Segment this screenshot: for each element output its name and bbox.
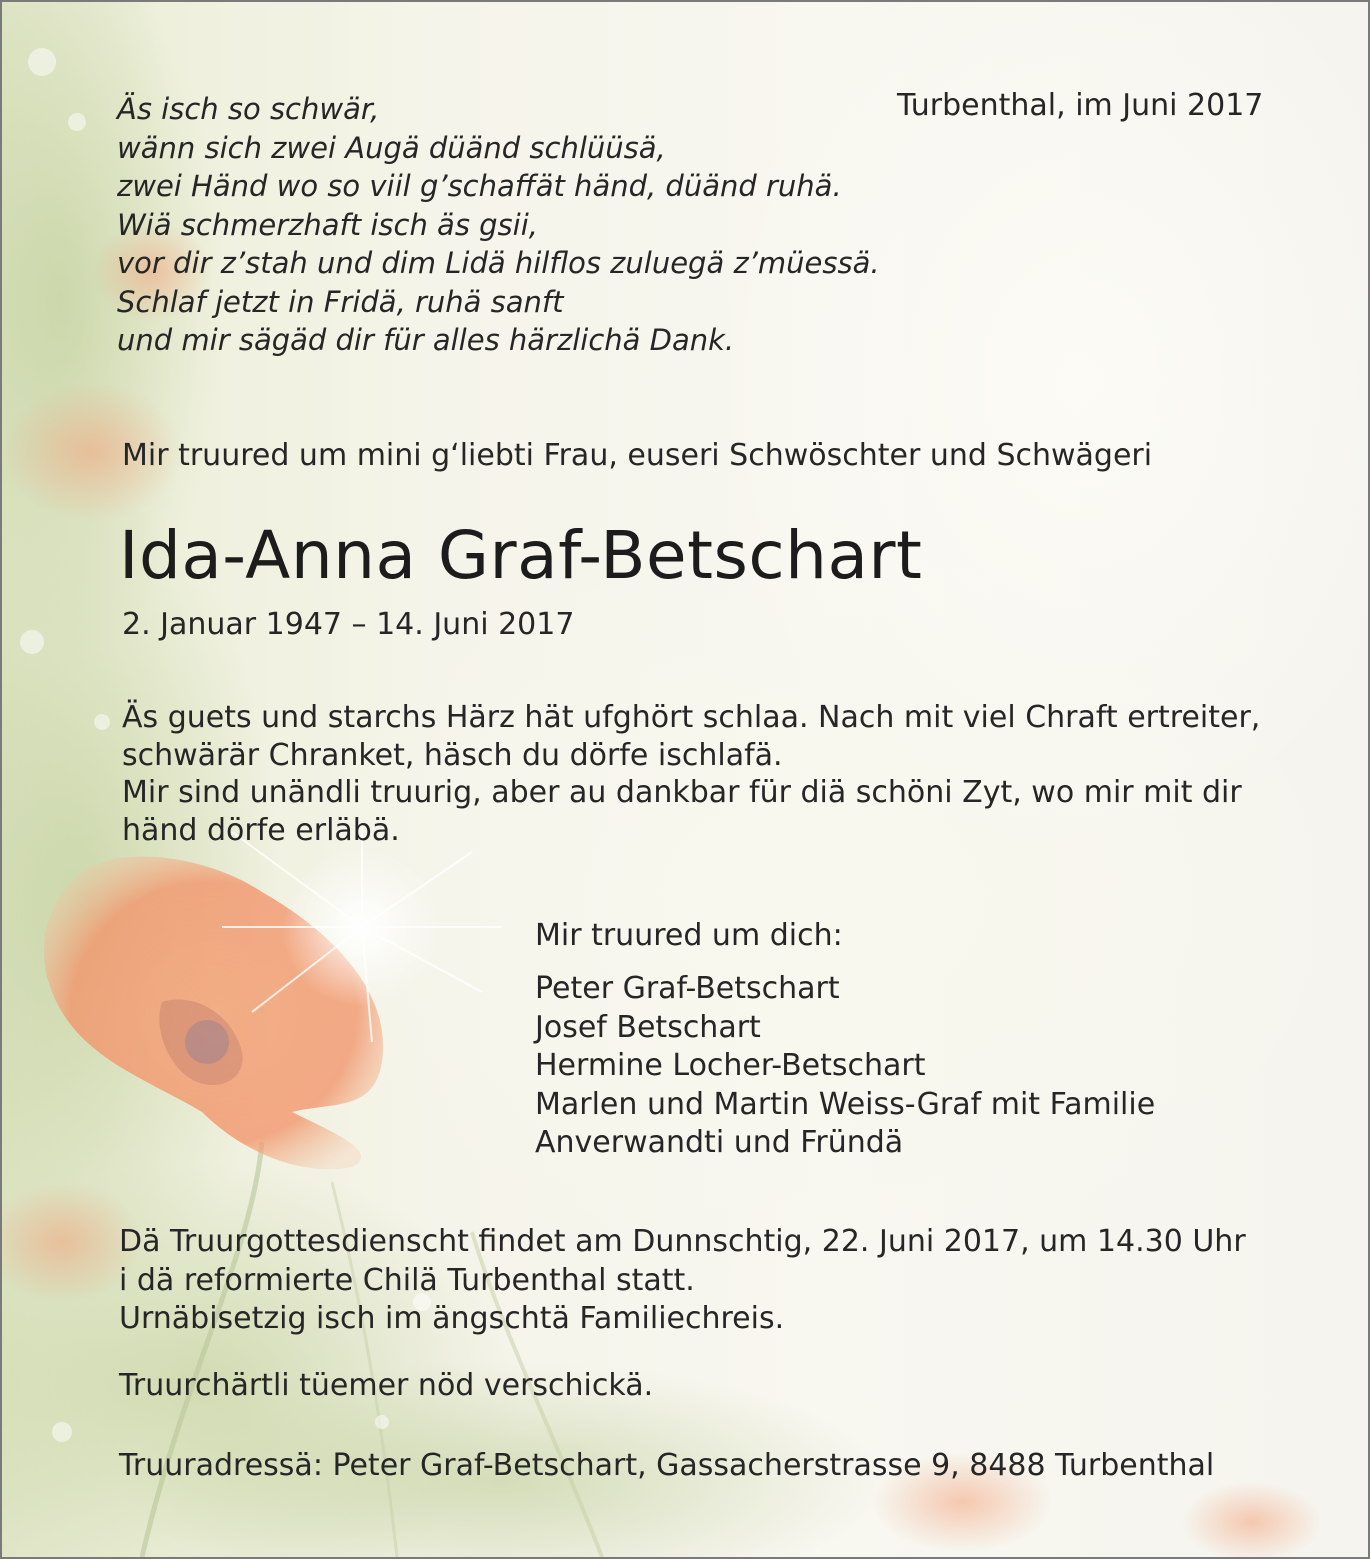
cards-note: Truurchärtli tüemer nöd verschickä. [119, 1368, 654, 1403]
poem-line: Äs isch so schwär, [117, 92, 380, 126]
mourner-name: Hermine Locher-Betschart [535, 1048, 926, 1083]
message-line: Mir sind unändli truurig, aber au dankbar für diä schöni Zyt, wo mir mit dir [122, 775, 1242, 810]
life-dates: 2. Januar 1947 – 14. Juni 2017 [122, 607, 575, 642]
mourners-list [535, 970, 1155, 1163]
message-line: Äs guets und starchs Härz hät ufghört schlaa. Nach mit viel Chraft ertreiter, [122, 700, 1261, 735]
poem-line: Wiä schmerzhaft isch äs gsii, [117, 207, 538, 242]
message-line: händ dörfe erläbä. [122, 812, 400, 848]
poem-line: und mir sägäd dir für alles härzlichä Dank. [117, 323, 735, 357]
poem-line: Schlaf jetzt in Fridä, ruhä sanft [117, 284, 564, 319]
mourners-heading: Mir truured um dich: [535, 918, 843, 953]
mourner-name: Josef Betschart [535, 1009, 761, 1045]
mourning-address: Truuradressä: Peter Graf-Betschart, Gassacherstrasse 9, 8488 Turbenthal [119, 1448, 1215, 1483]
service-line: Urnäbisetzig isch im ängschtä Familiechreis. [119, 1301, 785, 1336]
mourner-name: Peter Graf-Betschart [535, 971, 840, 1006]
poem-line: zwei Händ wo so viil g’schaffät händ, düänd ruhä. [117, 169, 842, 203]
message-line: schwärär Chranket, häsch du dörfe ischlafä. [122, 737, 783, 773]
mourner-name: Marlen und Martin Weiss-Graf mit Familie [535, 1086, 1156, 1122]
service-line: i dä reformierte Chilä Turbenthal statt. [119, 1262, 695, 1298]
deceased-name: Ida-Anna Graf-Betschart [119, 517, 923, 594]
poem-line: wänn sich zwei Augä düänd schlüüsä, [117, 130, 666, 165]
mourning-intro: Mir truured um mini g‘liebti Frau, euseri Schwöschter und Schwägeri [122, 438, 1153, 473]
farewell-message [122, 699, 1260, 849]
mourner-name: Anverwandti und Fründä [535, 1125, 904, 1160]
place-date: Turbenthal, im Juni 2017 [897, 88, 1264, 123]
service-line: Dä Truurgottesdienscht findet am Dunnschtig, 22. Juni 2017, um 14.30 Uhr [119, 1224, 1246, 1259]
memorial-poem [117, 90, 880, 360]
funeral-service-info [119, 1223, 1246, 1339]
poem-line: vor dir z’stah und dim Lidä hilflos zuluegä z’müessä. [117, 246, 880, 280]
